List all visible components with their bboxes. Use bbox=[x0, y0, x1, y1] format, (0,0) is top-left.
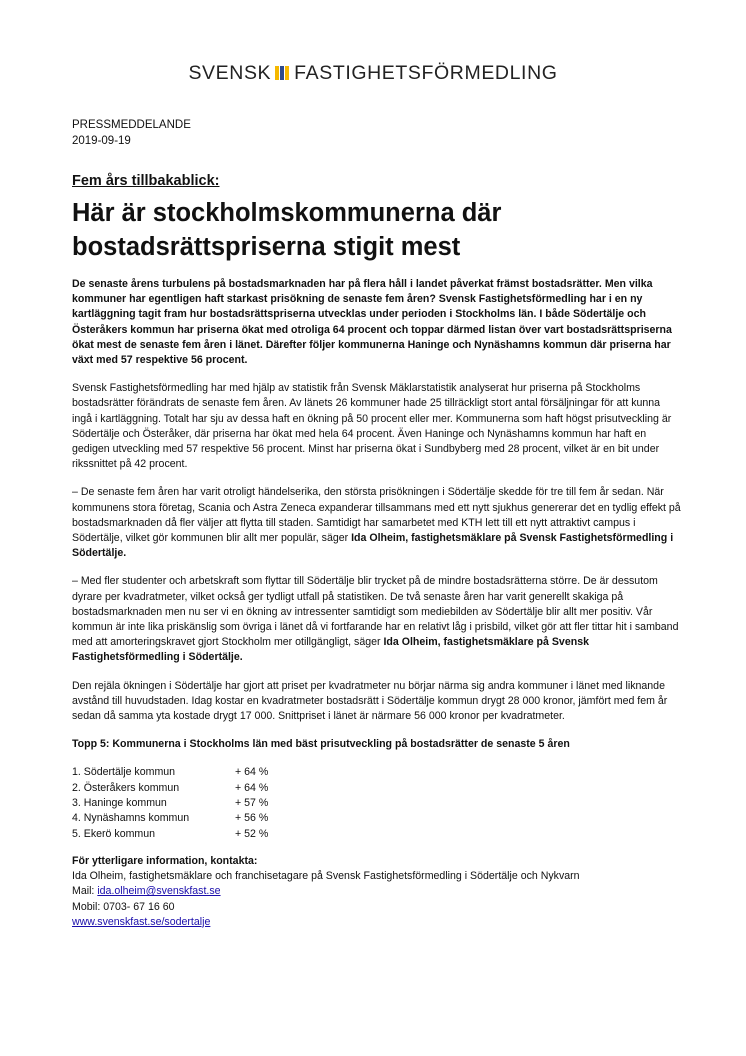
closing-paragraph: Den rejäla ökningen i Södertälje har gjort att priset per kvadratmeter nu börjar närma sig andra kommuner i länet med liknande avstånd till huvudstaden. Idag kostar en kvadratmeter bostadsrätt i Södertälje kommun drygt 28 000 kronor, jämfört med fem år sedan då samma yta kostade drygt 17 000. Snittpriset i länet är närmare 56 000 kronor per kvadratmeter. bbox=[72, 679, 668, 723]
lead-paragraph: De senaste årens turbulens på bostadsmarknaden har på flera håll i landet påverkat främst bostadsrätter. Men vilka kommuner har egentligen haft starkast prisökning de senaste fem åren? Svensk Fastighetsförmedling har i en ny kartläggning tagit fram hur bostadsrättspriserna utvecklas under perioden i Stockholms län. I både Södertälje och Österåkers kommun har priserna ökat med otroliga 64 procent och toppar därmed listan över vart bostadsrättspriserna ökat mest de senaste fem åren i länet. Därefter följer kommunerna Haninge och Nynäshamns kommun där priserna har växt med 57 respektive 56 procent. bbox=[72, 278, 672, 367]
website-link[interactable]: www.svenskfast.se/sodertalje bbox=[72, 915, 211, 928]
list-item bbox=[72, 781, 682, 796]
email-link[interactable]: ida.olheim@svenskfast.se bbox=[97, 885, 221, 898]
logo-left-text: SVENSK bbox=[188, 62, 272, 84]
municipality-name: 3. Haninge kommun bbox=[72, 797, 167, 810]
price-change: + 56 % bbox=[235, 812, 269, 825]
price-change: + 64 % bbox=[235, 766, 269, 779]
list-item bbox=[72, 827, 682, 842]
quote-paragraph-2 bbox=[72, 574, 682, 665]
price-change: + 64 % bbox=[235, 781, 269, 794]
document-date: 2019-09-19 bbox=[72, 135, 131, 147]
top5-list bbox=[72, 765, 682, 841]
mail-label: Mail: bbox=[72, 885, 98, 898]
list-item bbox=[72, 796, 682, 811]
company-logo bbox=[0, 62, 746, 85]
article-body bbox=[72, 277, 682, 930]
top5-heading: Topp 5: Kommunerna i Stockholms län med bäst prisutveckling på bostadsrätter de senaste 5 åren bbox=[72, 738, 570, 751]
body-paragraph: Svensk Fastighetsförmedling har med hjälp av statistik från Svensk Mäklarstatistik analyserat hur priserna på Stockholms bostadsrätter förändrats de senaste fem åren. Av länets 26 kommuner hade 25 tillräckligt stort antal försäljningar för att kunna ingå i kartläggning. Totalt har sju av dessa haft en ökning på 50 procent eller mer. Kommunerna som haft högst prisutveckling är Södertälje och Österåker, där priserna har ökat med hela 64 procent. Även Haninge och Nynäshamns kommun har haft en gedigen utveckling med 57 respektive 56 procent. Minst har priserna ökat i Sundbyberg med 28 procent, vilket är en bit under rikssnittet på 42 procent. bbox=[72, 382, 672, 471]
list-item bbox=[72, 811, 682, 826]
quote-attribution: Ida Olheim, fastighetsmäklare på Svensk Fastighetsförmedling i Södertälje. bbox=[72, 636, 589, 664]
price-change: + 57 % bbox=[235, 797, 269, 810]
quote-text: – De senaste fem åren har varit otroligt händelserika, den största prisökningen i Södertälje skedde för tre till fem år sedan. När kommunens stora företag, Scania och Astra Zeneca expanderar tillsammans med ett nytt sjukhus genererar det en tydlig effekt på bostadsmarknaden då fler väljer att flytta till staden. Samtidigt har samarbetet med KTH lett till ett nytt attraktivt campus i Södertälje, vilket gör kommunen blir allt mer populär, säger bbox=[72, 486, 681, 545]
quote-text: – Med fler studenter och arbetskraft som flyttar till Södertälje blir trycket på de mindre bostadsrätterna större. De är dessutom dyrare per kvadratmeter, vilket också ger tydligt utfall på statistiken. De två senaste åren har varit generellt skakiga på bostadsmarknaden men nu ser vi en ökning av intressenter samtidigt som mediebilden av Södertälje blir allt mer positiv. Vår kommun är inte lika priskänslig som övriga i länet då vi fortfarande har en relativt låg i prisbild, vilket gör att fler tittar hit i samband med att amorteringskravet gjort Stockholm mer otillgängligt, säger bbox=[72, 575, 679, 649]
kicker-heading: Fem års tillbakablick: bbox=[72, 173, 220, 189]
page-title: Här är stockholmskommunerna där bostadsrättspriserna stigit mest bbox=[72, 199, 502, 261]
contact-heading: För ytterligare information, kontakta: bbox=[72, 854, 258, 867]
contact-website-row bbox=[72, 915, 682, 930]
contact-person: Ida Olheim, fastighetsmäklare och franchisetagare på Svensk Fastighetsförmedling i Södertälje och Nykvarn bbox=[72, 870, 580, 883]
municipality-name: 2. Österåkers kommun bbox=[72, 781, 180, 794]
municipality-name: 4. Nynäshamns kommun bbox=[72, 812, 190, 825]
municipality-name: 5. Ekerö kommun bbox=[72, 827, 156, 840]
price-change: + 52 % bbox=[235, 827, 269, 840]
quote-attribution: Ida Olheim, fastighetsmäklare på Svensk Fastighetsförmedling i Södertälje. bbox=[72, 532, 674, 560]
logo-mark-icon bbox=[275, 63, 290, 77]
contact-mail-row bbox=[72, 884, 682, 899]
municipality-name: 1. Södertälje kommun bbox=[72, 766, 176, 779]
list-item bbox=[72, 765, 682, 780]
quote-paragraph-1 bbox=[72, 485, 682, 561]
document-type: PRESSMEDDELANDE bbox=[72, 119, 191, 131]
contact-phone: Mobil: 0703- 67 16 60 bbox=[72, 900, 175, 913]
contact-block bbox=[72, 854, 682, 930]
logo-right-text: FASTIGHETSFÖRMEDLING bbox=[294, 62, 558, 84]
document-meta bbox=[72, 117, 191, 149]
